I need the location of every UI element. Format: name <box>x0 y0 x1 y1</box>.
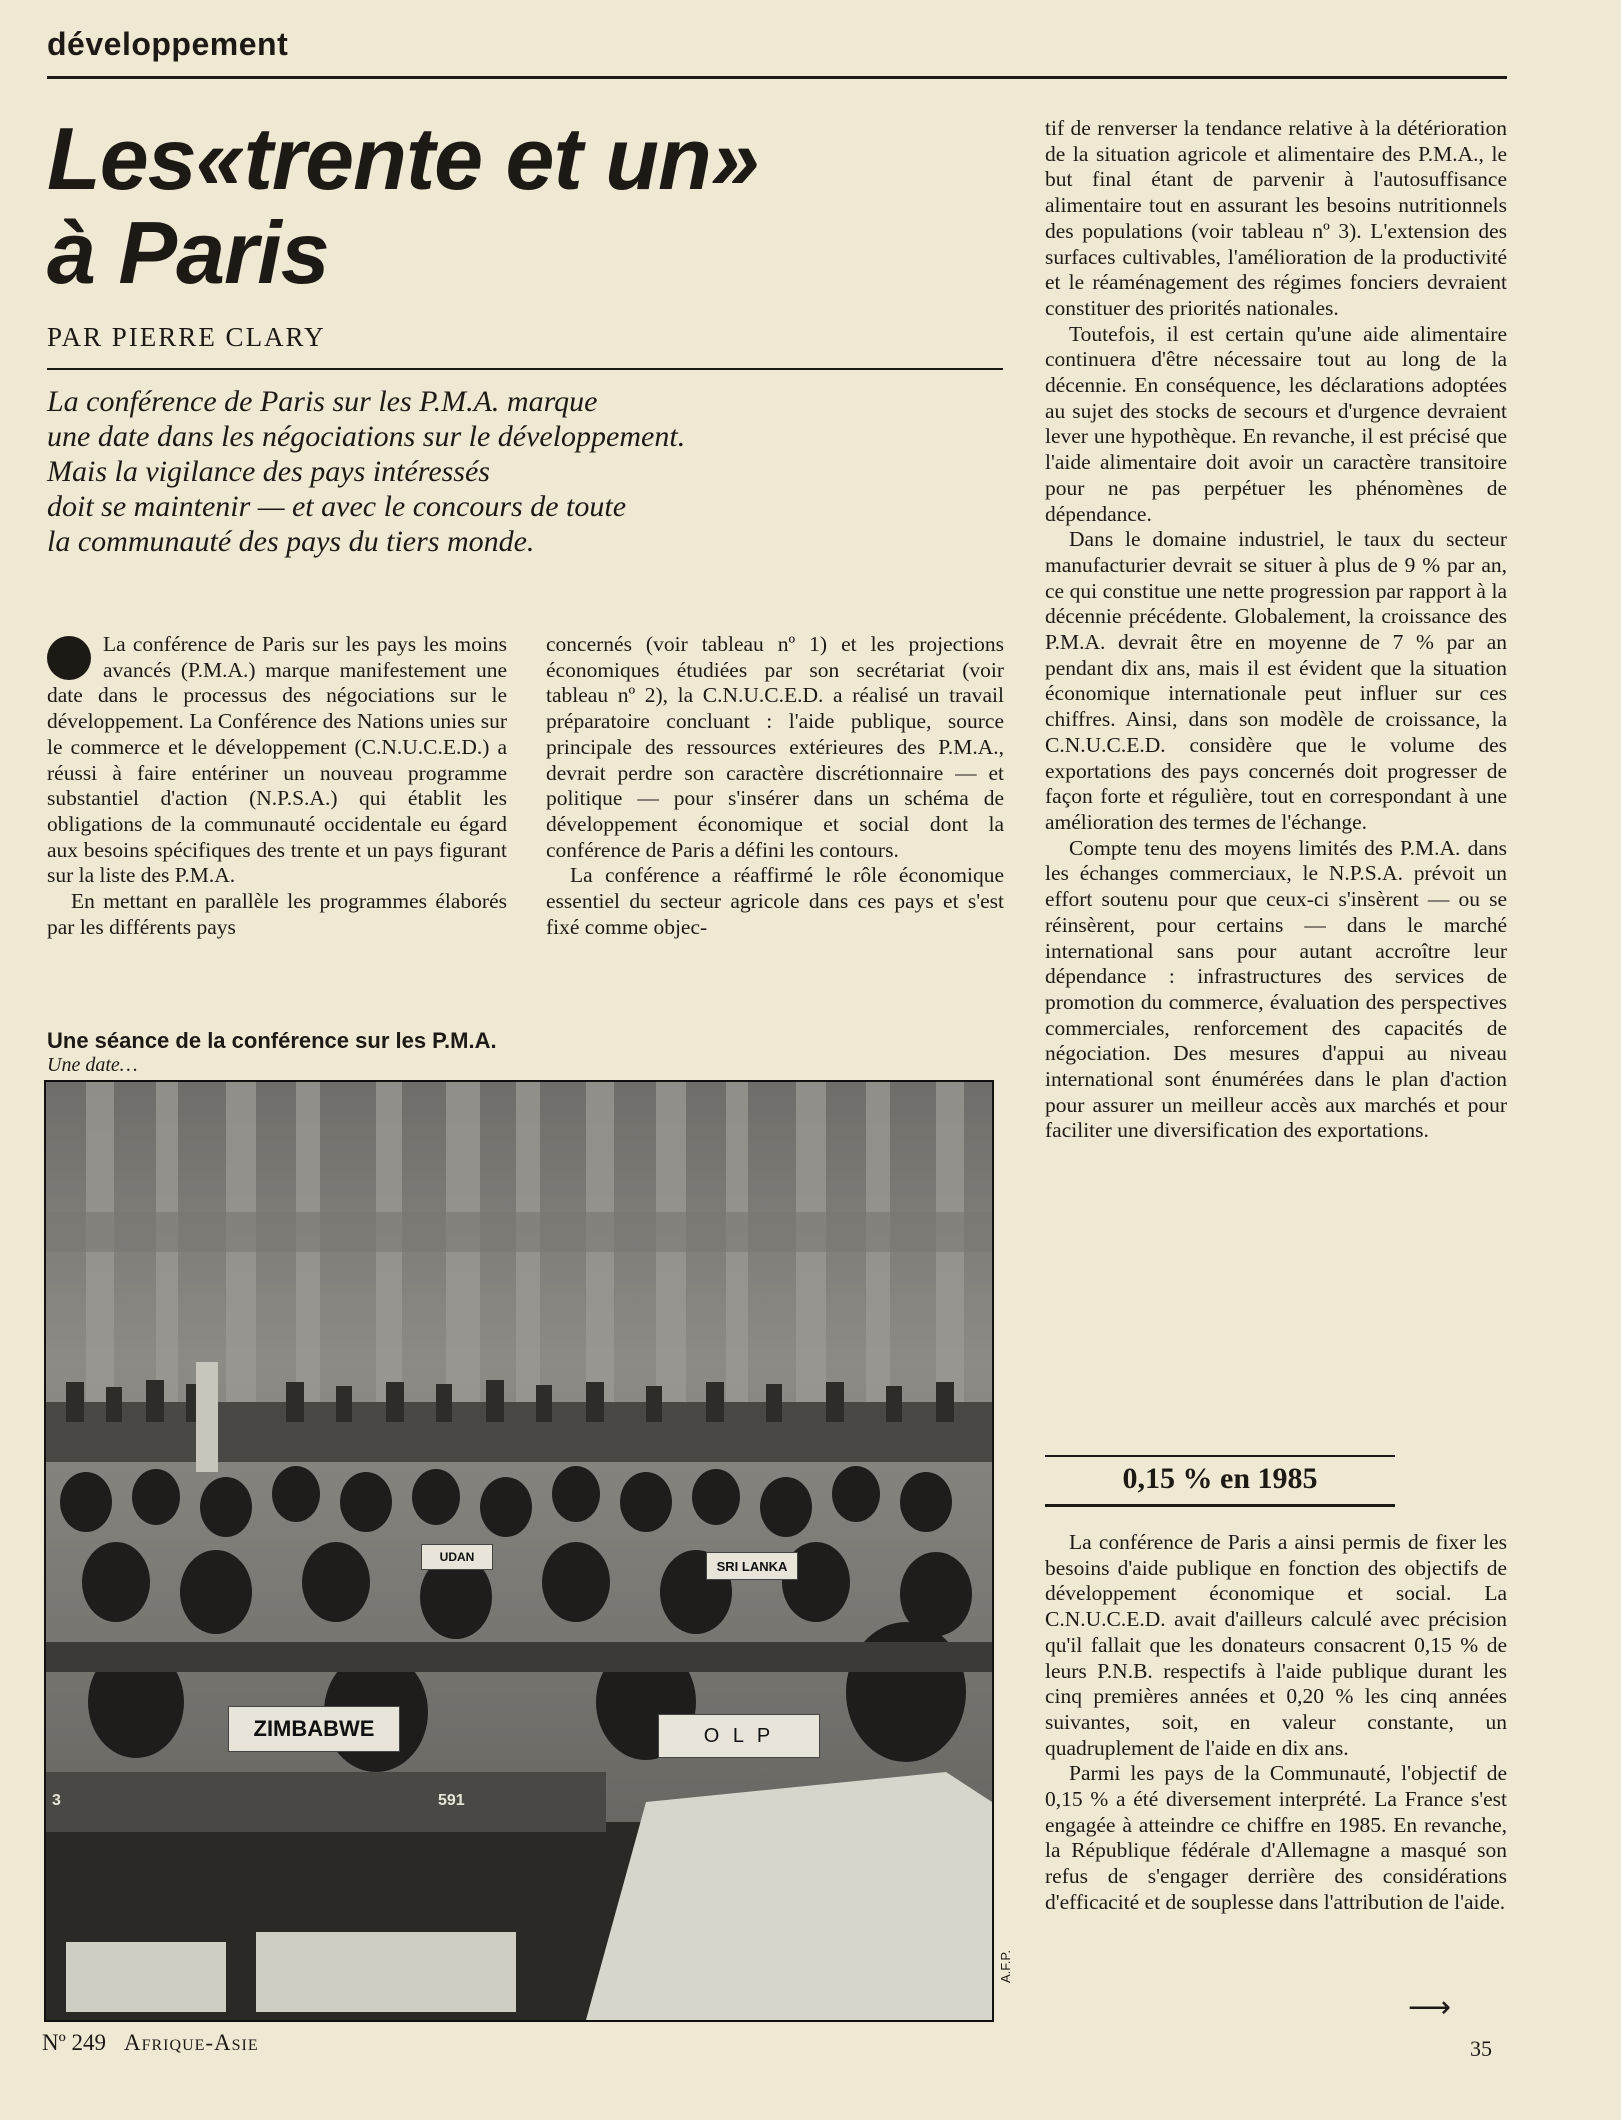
section-header: développement <box>47 26 289 62</box>
subhead-rule-top <box>1045 1455 1395 1457</box>
paragraph: Toutefois, il est certain qu'une aide alimentaire continuera d'être nécessaire tout au long de la décennie. En conséquence, les déclarations adoptées au sujet des stocks de secours et d'urgence devraient lever une hypothèque. En revanche, il est précisé que l'aide alimentaire doit avoir un caractère transitoire pour ne pas perpétuer les phénomènes de dépendance. <box>1045 321 1507 526</box>
lead-rule <box>47 368 1003 370</box>
photo-caption: Une séance de la conférence sur les P.M.A. <box>47 1028 497 1053</box>
lead-line: une date dans les négociations sur le développement. <box>47 420 686 453</box>
paragraph: La conférence a réaffirmé le rôle économique essentiel du secteur agricole dans ces pays et s'est fixé comme objec- <box>546 863 1004 939</box>
photo-credit: A.F.P. <box>998 1950 1013 1984</box>
footer-issue <box>42 2030 259 2056</box>
magazine-name: Afrique-Asie <box>124 2030 259 2055</box>
lead-line: doit se maintenir — et avec le concours de toute <box>47 490 627 523</box>
title-line-2: à Paris <box>47 203 329 302</box>
continue-arrow-icon: ⟶ <box>1408 1990 1452 2025</box>
paragraph: La conférence de Paris sur les pays les moins avancés (P.M.A.) marque manifestement une date dans le processus des négociations sur le développement. La Conférence des Nations unies sur le commerce et le développement (C.N.U.C.E.D.) a réussi à faire entériner un nouveau programme substantiel d'action (N.P.S.A.) qui établit les obligations de la communauté occidentale eu égard aux besoins spécifiques des trente et un pays figurant sur la liste des P.M.A. <box>47 632 507 888</box>
country-sign-olp: O L P <box>658 1714 820 1758</box>
country-sign-sri-lanka: SRI LANKA <box>706 1552 798 1580</box>
article-title <box>47 109 867 302</box>
paragraph: Parmi les pays de la Communauté, l'objectif de 0,15 % a été diversement interprété. La France s'est engagée à atteindre ce chiffre en 1985. En revanche, la République fédérale d'Allemagne a masqué son refus de s'engager derrière des considérations d'efficacité et de souplesse dans l'attribution de l'aide. <box>1045 1761 1507 1914</box>
paragraph: Dans le domaine industriel, le taux du secteur manufacturier devrait se situer à plus de 9 % par an, ce qui constitue une nette progression par rapport à la décennie précédente. Globalement, la croissance des P.M.A. devrait être en moyenne de 7 % par an pendant dix ans, mais il est évident que la situation économique internationale peut influer sur ces chiffres. Ainsi, dans son modèle de croissance, la C.N.U.C.E.D. considère que le volume des exportations des pays concernés doit progresser de façon forte et régulière, tout en correspondant à une amélioration des termes de l'échange. <box>1045 527 1507 834</box>
paragraph: Compte tenu des moyens limités des P.M.A. dans les échanges commerciaux, le N.P.S.A. prévoit un effort soutenu pour que ceux-ci s'insèrent — ou se réinsèrent, pour certains — dans le marché international sans pour autant accroître leur dépendance : infrastructures des services de promotion du commerce, évaluation des perspectives commerciales, renforcement des capacités de négociation. Des mesures d'appui au niveau international sont énumérées dans le plan d'action pour assurer un meilleur accès aux marchés et pour faciliter une diversification des exportations. <box>1045 835 1507 1143</box>
paragraph: concernés (voir tableau nº 1) et les projections économiques étudiées par son secrétariat (voir tableau nº 2), la C.N.U.C.E.D. a réalisé un travail préparatoire concluant : l'aide publique, source principale des ressources extérieures des P.M.A., devrait perdre son caractère discrétionnaire — et politique — pour s'insérer dans un schéma de développement économique et social dont la conférence de Paris a défini les contours. <box>546 632 1004 862</box>
country-sign-zimbabwe: ZIMBABWE <box>228 1706 400 1752</box>
lead-line: La conférence de Paris sur les P.M.A. marque <box>47 385 598 418</box>
paragraph: La conférence de Paris a ainsi permis de fixer les besoins d'aide publique en fonction des objectifs de développement économique et social. La C.N.U.C.E.D. avait d'ailleurs calculé avec précision qu'il fallait que les donateurs consacrent 0,15 % de leurs P.N.B. respectifs à l'aide publique durant les cinq premières années et 0,20 % les cinq années suivantes, soit, en valeur constante, un quadruplement de l'aide en dix ans. <box>1045 1530 1507 1760</box>
seat-number: 3 <box>52 1792 61 1809</box>
page-number: 35 <box>1470 2036 1492 2061</box>
text-column-3 <box>1045 116 1507 1144</box>
paragraph: En mettant en parallèle les programmes élaborés par les différents pays <box>47 889 507 939</box>
lead-line: la communauté des pays du tiers monde. <box>47 525 535 558</box>
conference-photo <box>44 1080 994 2022</box>
photo-caption-sub: Une date… <box>47 1054 138 1076</box>
byline: PAR PIERRE CLARY <box>47 322 326 352</box>
text-column-3-continued <box>1045 1530 1507 1916</box>
subheading: 0,15 % en 1985 <box>1122 1462 1318 1495</box>
conference-photo-illustration <box>46 1082 992 2020</box>
subhead-rule-bottom <box>1045 1504 1395 1507</box>
paragraph: tif de renverser la tendance relative à la détérioration de la situation agricole et alimentaire des P.M.A., le but final étant de parvenir à l'autosuffisance alimentaire tout en assurant les besoins nutritionnels des populations (voir tableau nº 3). L'extension des surfaces cultivables, l'amélioration de la productivité et le réaménagement des régimes fonciers devraient constituer des priorités nationales. <box>1045 116 1507 320</box>
text-column-1 <box>47 632 507 940</box>
header-rule <box>47 76 1507 79</box>
text-column-2 <box>546 632 1004 940</box>
country-sign-soudan: UDAN <box>421 1544 493 1570</box>
title-line-1: Les«trente et un» <box>47 109 759 208</box>
lead-line: Mais la vigilance des pays intéressés <box>47 455 490 488</box>
issue-number: Nº 249 <box>42 2030 106 2055</box>
bullet-dot-icon <box>47 636 91 680</box>
seat-number: 591 <box>438 1792 465 1809</box>
lead-paragraph <box>47 384 1003 559</box>
